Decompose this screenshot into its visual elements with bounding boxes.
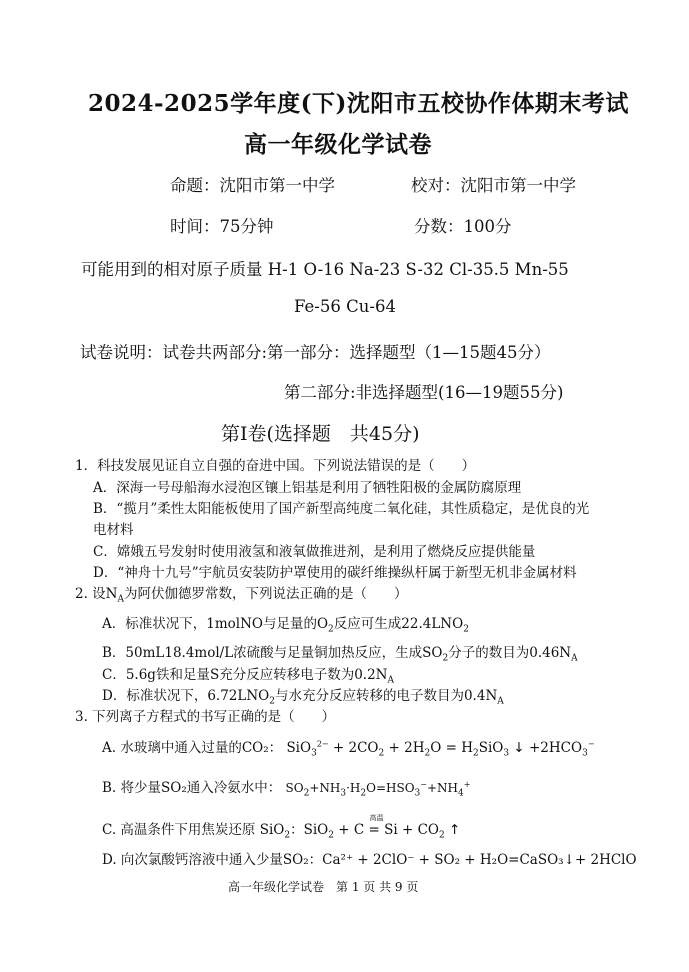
equation-c: SiO$_2$：SiO$_2$ + C 高温 = $Si + CO_2$ ↑ (259, 814, 461, 841)
question-1-stem: 1．科技发展见证自立自强的奋进中国。下列说法错误的是（ ） (75, 458, 476, 474)
instructions-line: 试卷说明：试卷共两部分:第一部分：选择题型（1—15题45分） (80, 343, 551, 362)
page-footer: 高一年级化学试卷 第 1 页 共 9 页 (228, 880, 419, 894)
question-2-stem: 2. 设$N_A$为阿伏伽德罗常数，下列说法正确的是（ ） (75, 586, 408, 605)
score-line: 分数：100分 (414, 217, 512, 236)
question-1-option-a: A．深海一号母船海水浸泡区镶上铝基是利用了牺牲阳极的金属防腐原理 (93, 480, 522, 496)
question-3-option-d: D. 向次氯酸钙溶液中通入少量SO₂：Ca²⁺ + 2ClO⁻ + SO₂ + H₂O=CaSO₃↓+ 2HClO (102, 852, 637, 868)
question-2-option-b: B．50mL18.4mol/L浓硫酸与足量铜加热反应，生成$SO_2$分子的数目为$0.46N_A$ (102, 645, 578, 664)
question-1-option-d: D．“神舟十九号”宇航员安装防护罩使用的碳纤维操纵杆属于新型无机非金属材料 (93, 565, 577, 581)
instructions-line-2: 第二部分:非选择题型(16—19题55分) (284, 383, 564, 402)
question-1-option-b-cont: 电材料 (93, 522, 134, 538)
exam-subtitle: 高一年级化学试卷 (244, 131, 432, 158)
proofread-line: 校对：沈阳市第一中学 (411, 176, 576, 195)
question-2-option-a: A．标准状况下，1molNO与足量的$O_2$反应可生成$22.4LNO_2$ (102, 616, 469, 635)
proposition-line: 命题：沈阳市第一中学 (170, 176, 335, 195)
exam-title: 2024-2025学年度(下)沈阳市五校协作体期末考试 (88, 90, 629, 117)
equation-a: $SiO_3^{2-} + 2CO_2 + 2H_2O = H_2SiO_3$ ↓ $+2HCO_3^-$ (286, 739, 595, 759)
time-line: 时间：75分钟 (170, 217, 274, 236)
question-3-option-c: C. 高温条件下用焦炭还原 SiO$_2$：SiO$_2$ + C 高温 = $Si + CO_2$ ↑ (102, 814, 461, 841)
question-1-option-b: B．“揽月”柔性太阳能板使用了国产新型高纯度二氧化硅，其性质稳定，是优良的光 (93, 501, 590, 517)
question-2-option-c: C．5.6g铁和足量S充分反应转移电子数为$0.2N_A$ (102, 667, 394, 686)
section-title: 第Ⅰ卷(选择题 共45分) (221, 423, 420, 445)
question-3-option-b: B. 将少量SO₂通入冷氨水中： $SO_2+NH_3\cdot H_2O=HSO_3^-+NH_4^+$ (102, 780, 471, 799)
question-3-option-a: A. 水玻璃中通入过量的CO₂： $SiO_3^{2-} + 2CO_2 + 2H_2O = H_2SiO_3$ ↓ $+2HCO_3^-$ (102, 739, 595, 759)
question-1-option-c: C．嫦娥五号发射时使用液氢和液氧做推进剂，是利用了燃烧反应提供能量 (93, 544, 536, 560)
equation-b: $SO_2+NH_3\cdot H_2O=HSO_3^-+NH_4^+$ (285, 780, 471, 799)
atomic-mass-line: 可能用到的相对原子质量 H-1 O-16 Na-23 S-32 Cl-35.5 Mn-55 (81, 260, 569, 279)
atomic-mass-line-2: Fe-56 Cu-64 (294, 297, 396, 316)
question-2-option-d: D．标准状况下，$6.72LNO_2$与水充分反应转移的电子数目为$0.4N_A$ (102, 688, 504, 707)
question-3-stem: 3. 下列离子方程式的书写正确的是（ ） (75, 709, 336, 725)
